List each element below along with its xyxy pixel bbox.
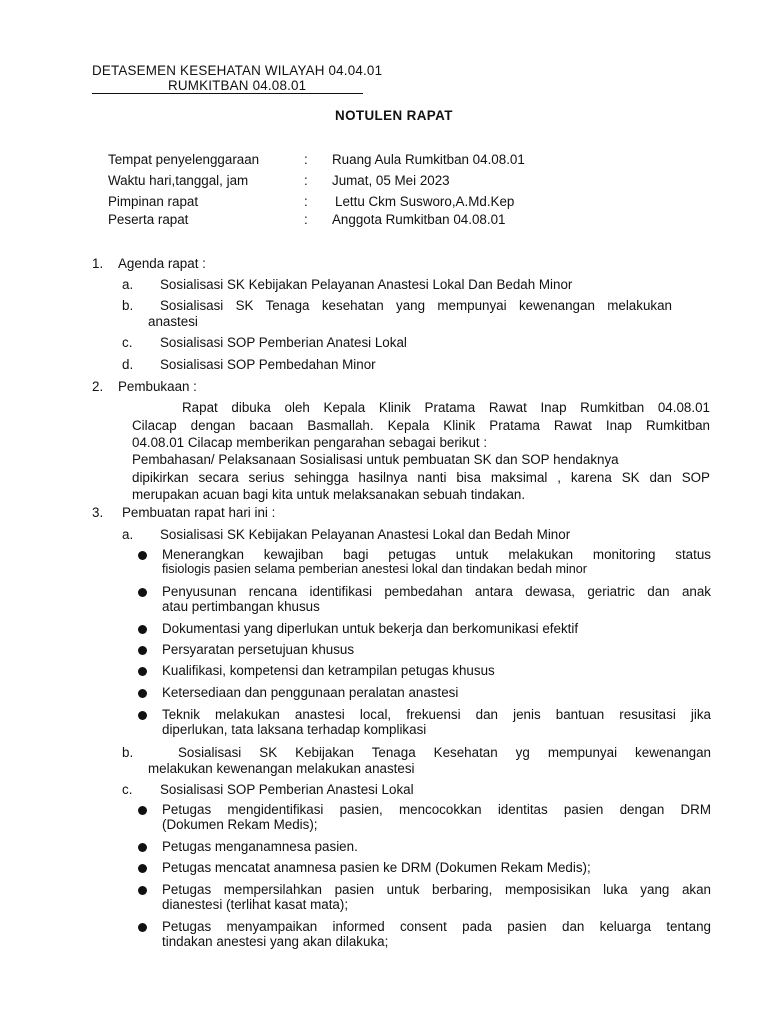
bullet-icon [138,646,147,655]
bullet-line: Petugas menganamnesa pasien. [162,839,358,854]
info-value-participants: Anggota Rumkitban 04.08.01 [332,212,506,227]
section-title-meeting: Pembuatan rapat hari ini : [122,505,276,520]
bullet-icon [138,667,147,676]
bullet-line: (Dokumen Rekam Medis); [162,817,318,832]
list-letter: c. [122,335,133,350]
bullet-line: Petugas mengidentifikasi pasien, mencocokkan identitas pasien dengan DRM [162,802,711,817]
bullet-icon [138,711,147,720]
list-letter: a. [122,277,134,292]
bullet-line: Petugas mencatat anamnesa pasien ke DRM (Dokumen Rekam Medis); [162,860,591,875]
bullet-line: Persyaratan persetujuan khusus [162,642,355,657]
info-label-leader: Pimpinan rapat [108,194,199,209]
section-number: 2. [92,379,104,394]
list-letter: d. [122,357,134,372]
bullet-item [162,802,711,832]
bullet-item [162,642,711,657]
bullet-icon [138,923,147,932]
bullet-icon [138,689,147,698]
opening-paragraph-line: dipikirkan secara serius sehingga hasilnya nanti bisa maksimal , karena SK dan SOP [132,470,710,485]
bullet-item [162,547,711,576]
bullet-line: Kualifikasi, kompetensi dan ketrampilan petugas khusus [162,663,495,678]
section-title-opening: Pembukaan : [118,379,197,394]
bullet-item [162,584,711,614]
info-colon: : [304,194,308,209]
agenda-item-d: Sosialisasi SOP Pembedahan Minor [160,357,376,372]
header-underline [92,93,363,94]
bullet-line: dianestesi (terlihat kasat mata); [162,897,349,912]
section-title-agenda: Agenda rapat : [118,256,206,271]
bullet-icon [138,864,147,873]
bullet-item [162,882,711,912]
document-title: NOTULEN RAPAT [335,108,453,123]
bullet-line: fisiologis pasien selama pemberian anestesi lokal dan tindakan bedah minor [162,562,587,576]
subsection-b-title: Sosialisasi SK Kebijakan Tenaga Kesehatan yg mempunyai kewenangan [178,745,711,760]
bullet-line: Teknik melakukan anastesi local, frekuensi dan jenis bantuan resusitasi jika [162,707,711,722]
section-number: 1. [92,256,104,271]
institution-unit: RUMKITBAN 04.08.01 [168,78,307,93]
bullet-line: Petugas menyampaikan informed consent pada pasien dan keluarga tentang [162,919,711,934]
agenda-item-b: Sosialisasi SK Tenaga kesehatan yang mempunyai kewenangan melakukan [160,298,672,313]
agenda-item-c: Sosialisasi SOP Pemberian Anatesi Lokal [160,335,407,350]
opening-paragraph-line: Pembahasan/ Pelaksanaan Sosialisasi untuk pembuatan SK dan SOP hendaknya [132,452,619,467]
subsection-a-title: Sosialisasi SK Kebijakan Pelayanan Anastesi Lokal dan Bedah Minor [160,527,571,542]
bullet-item [162,707,711,737]
info-colon: : [304,152,308,167]
bullet-line: Petugas mempersilahkan pasien untuk berbaring, memposisikan luka yang akan [162,882,711,897]
info-colon: : [304,173,308,188]
bullet-item [162,621,711,636]
bullet-icon [138,886,147,895]
institution-name: DETASEMEN KESEHATAN WILAYAH 04.04.01 [92,63,383,78]
info-label-place: Tempat penyelenggaraan [108,152,260,167]
info-value-time: Jumat, 05 Mei 2023 [332,173,450,188]
bullet-item [162,839,711,854]
bullet-line: diperlukan, tata laksana terhadap komplikasi [162,722,427,737]
info-value-place: Ruang Aula Rumkitban 04.08.01 [332,152,525,167]
list-letter: c. [122,782,133,797]
bullet-line: Ketersediaan dan penggunaan peralatan anastesi [162,685,459,700]
bullet-line: Menerangkan kewajiban bagi petugas untuk melakukan monitoring status [162,547,711,562]
section-number: 3. [92,505,104,520]
info-value-leader: Lettu Ckm Susworo,A.Md.Kep [335,194,515,209]
bullet-line: Dokumentasi yang diperlukan untuk bekerja dan berkomunikasi efektif [162,621,579,636]
opening-paragraph-line: Cilacap dengan bacaan Basmallah. Kepala Klinik Pratama Rawat Inap Rumkitban [132,418,710,433]
bullet-line: atau pertimbangan khusus [162,599,320,614]
opening-paragraph-line: merupakan acuan bagi kita untuk melaksanakan sebuah tindakan. [132,487,526,502]
opening-paragraph-line: 04.08.01 Cilacap memberikan pengarahan sebagai berikut : [132,435,488,450]
agenda-item-b-cont: anastesi [148,314,198,329]
bullet-icon [138,588,147,597]
subsection-b-title-cont: melakukan kewenangan melakukan anastesi [148,761,415,776]
list-letter: b. [122,298,134,313]
info-label-time: Waktu hari,tanggal, jam [108,173,249,188]
list-letter: a. [122,527,134,542]
opening-paragraph-line: Rapat dibuka oleh Kepala Klinik Pratama Rawat Inap Rumkitban 04.08.01 [182,400,710,415]
bullet-icon [138,625,147,634]
bullet-item [162,860,711,875]
bullet-item [162,919,711,949]
bullet-item [162,663,711,678]
bullet-icon [138,806,147,815]
bullet-line: Penyusunan rencana identifikasi pembedahan antara dewasa, geriatric dan anak [162,584,711,599]
agenda-item-a: Sosialisasi SK Kebijakan Pelayanan Anastesi Lokal Dan Bedah Minor [160,277,573,292]
list-letter: b. [122,745,134,760]
info-colon: : [304,212,308,227]
bullet-icon [138,551,147,560]
info-label-participants: Peserta rapat [108,212,189,227]
subsection-c-title: Sosialisasi SOP Pemberian Anastesi Lokal [160,782,414,797]
bullet-item [162,685,711,700]
bullet-icon [138,843,147,852]
bullet-line: tindakan anestesi yang akan dilakuka; [162,934,389,949]
